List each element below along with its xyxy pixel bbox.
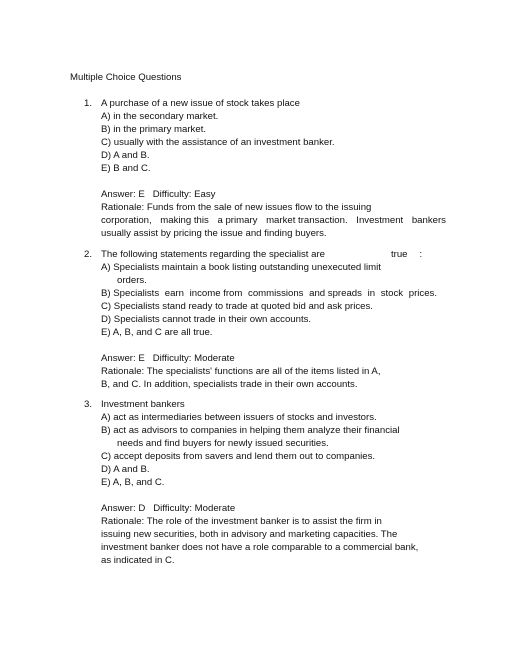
option-a-continued: orders. — [117, 275, 147, 286]
rationale-line-justified — [101, 214, 446, 227]
option-a: A) act as intermediaries between issuers of stocks and investors. — [101, 412, 377, 423]
word: bankers — [411, 215, 446, 226]
section-heading: Multiple Choice Questions — [70, 72, 182, 83]
word: in — [367, 288, 376, 299]
question-stem — [101, 248, 461, 261]
question-stem: A purchase of a new issue of stock takes place — [101, 98, 300, 109]
question-stem: Investment bankers — [101, 399, 185, 410]
answer-line — [101, 188, 461, 201]
question-3 — [84, 398, 461, 567]
word: commissions — [248, 288, 304, 299]
rationale-line: usually assist by pricing the issue and finding buyers. — [101, 228, 327, 239]
stem-colon: : — [419, 249, 423, 260]
rationale-line: as indicated in C. — [101, 555, 175, 566]
difficulty: Difficulty: Moderate — [152, 353, 235, 364]
option-e: E) B and C. — [101, 163, 151, 174]
question-number: 1. — [84, 98, 93, 109]
answer-line — [101, 352, 461, 365]
rationale-line: investment banker does not have a role comparable to a commercial bank, — [101, 542, 419, 553]
stem-text: The following statements regarding the specialist are — [101, 249, 325, 260]
option-d: D) A and B. — [101, 150, 150, 161]
word: and spreads — [309, 288, 362, 299]
option-c: C) accept deposits from savers and lend them out to companies. — [101, 451, 376, 462]
rationale-line: Rationale: Funds from the sale of new issues flow to the issuing — [101, 202, 372, 213]
word: stock — [380, 288, 404, 299]
option-d: D) Specialists cannot trade in their own accounts. — [101, 314, 312, 325]
option-b: B) in the primary market. — [101, 124, 207, 135]
word: market transaction. — [266, 215, 348, 226]
word: corporation, — [101, 215, 152, 226]
answer: Answer: E — [101, 353, 145, 364]
stem-true: true — [390, 249, 408, 260]
word: B) Specialists — [101, 288, 160, 299]
option-c: C) usually with the assistance of an investment banker. — [101, 137, 335, 148]
rationale-line: issuing new securities, both in advisory and marketing capacities. The — [101, 529, 398, 540]
question-number: 2. — [84, 249, 93, 260]
question-number: 3. — [84, 399, 93, 410]
option-c: C) Specialists stand ready to trade at quoted bid and ask prices. — [101, 301, 373, 312]
difficulty: Difficulty: Moderate — [153, 503, 236, 514]
option-e: E) A, B, and C are all true. — [101, 327, 213, 338]
word: a primary — [217, 215, 258, 226]
word: prices. — [408, 288, 437, 299]
question-2 — [84, 248, 461, 391]
word: income from — [189, 288, 243, 299]
option-d: D) A and B. — [101, 464, 150, 475]
word: making this — [160, 215, 209, 226]
option-a: A) Specialists maintain a book listing outstanding unexecuted limit — [101, 262, 381, 273]
rationale-line: Rationale: The role of the investment banker is to assist the firm in — [101, 516, 382, 527]
question-1 — [84, 97, 461, 240]
word: earn — [164, 288, 184, 299]
answer: Answer: D — [101, 503, 146, 514]
option-b: B) act as advisors to companies in helping them analyze their financial — [101, 425, 400, 436]
answer: Answer: E — [101, 189, 145, 200]
word: Investment — [356, 215, 404, 226]
answer-line — [101, 502, 461, 515]
option-a: A) in the secondary market. — [101, 111, 219, 122]
rationale-line: B, and C. In addition, specialists trade in their own accounts. — [101, 379, 358, 390]
difficulty: Difficulty: Easy — [152, 189, 216, 200]
option-b — [101, 287, 437, 300]
rationale-line: Rationale: The specialists' functions are all of the items listed in A, — [101, 366, 381, 377]
option-b-continued: needs and find buyers for newly issued securities. — [117, 438, 329, 449]
option-e: E) A, B, and C. — [101, 477, 165, 488]
